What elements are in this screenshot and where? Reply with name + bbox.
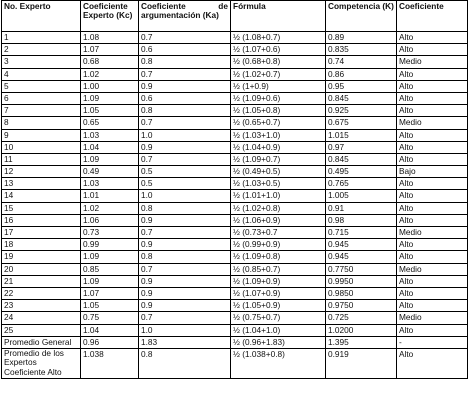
cell-ka: 0.8	[139, 251, 231, 263]
cell-coeficiente: Alto	[397, 153, 468, 165]
header-formula: Fórmula	[231, 1, 326, 32]
cell-no-experto: 22	[2, 287, 81, 299]
cell-coeficiente: Bajo	[397, 166, 468, 178]
cell-ka: 0.9	[139, 214, 231, 226]
cell-ka: 0.9	[139, 275, 231, 287]
cell-k: 0.9950	[326, 275, 397, 287]
cell-k: 1.005	[326, 190, 397, 202]
cell-no-experto: 15	[2, 202, 81, 214]
summary-formula: ½ (0.96+1.83)	[231, 336, 326, 348]
cell-k: 0.945	[326, 239, 397, 251]
table-row	[2, 214, 468, 226]
table-row	[2, 251, 468, 263]
cell-no-experto: 2	[2, 44, 81, 56]
cell-coeficiente: Alto	[397, 105, 468, 117]
cell-no-experto: 17	[2, 227, 81, 239]
summary-label: Promedio de los Expertos Coeficiente Alto	[2, 348, 81, 378]
cell-k: 0.74	[326, 56, 397, 68]
cell-kc: 0.99	[81, 239, 139, 251]
cell-k: 0.725	[326, 312, 397, 324]
cell-k: 0.97	[326, 141, 397, 153]
cell-formula: ½ (1.07+0.6)	[231, 44, 326, 56]
cell-coeficiente: Alto	[397, 214, 468, 226]
cell-ka: 0.7	[139, 153, 231, 165]
table-row	[2, 32, 468, 44]
table-row	[2, 141, 468, 153]
cell-kc: 1.09	[81, 275, 139, 287]
cell-coeficiente: Medio	[397, 56, 468, 68]
table-row	[2, 324, 468, 336]
cell-ka: 0.9	[139, 141, 231, 153]
cell-ka: 0.6	[139, 92, 231, 104]
cell-coeficiente: Alto	[397, 44, 468, 56]
cell-coeficiente: Medio	[397, 312, 468, 324]
header-coeficiente-argumentacion: Coeficiente de argumentación (Ka)	[139, 1, 231, 32]
cell-ka: 0.9	[139, 287, 231, 299]
cell-no-experto: 16	[2, 214, 81, 226]
cell-formula: ½ (1.09+0.8)	[231, 251, 326, 263]
cell-kc: 1.03	[81, 178, 139, 190]
cell-k: 0.675	[326, 117, 397, 129]
table-row	[2, 202, 468, 214]
cell-k: 0.98	[326, 214, 397, 226]
cell-kc: 1.07	[81, 287, 139, 299]
cell-formula: ½ (1.01+1.0)	[231, 190, 326, 202]
cell-k: 0.765	[326, 178, 397, 190]
cell-ka: 0.7	[139, 227, 231, 239]
table-row	[2, 92, 468, 104]
cell-no-experto: 19	[2, 251, 81, 263]
cell-ka: 0.9	[139, 300, 231, 312]
cell-kc: 1.08	[81, 32, 139, 44]
expert-competence-table	[1, 0, 468, 379]
summary-k: 1.395	[326, 336, 397, 348]
cell-ka: 0.8	[139, 202, 231, 214]
cell-formula: ½ (1.02+0.8)	[231, 202, 326, 214]
summary-formula: ½ (1.038+0.8)	[231, 348, 326, 378]
cell-kc: 0.73	[81, 227, 139, 239]
cell-ka: 1.0	[139, 129, 231, 141]
cell-k: 0.845	[326, 153, 397, 165]
cell-kc: 1.04	[81, 141, 139, 153]
header-no-experto: No. Experto	[2, 1, 81, 32]
summary-label: Promedio General	[2, 336, 81, 348]
cell-no-experto: 12	[2, 166, 81, 178]
cell-formula: ½ (1.09+0.6)	[231, 92, 326, 104]
cell-no-experto: 8	[2, 117, 81, 129]
cell-k: 0.845	[326, 92, 397, 104]
cell-ka: 0.7	[139, 312, 231, 324]
cell-ka: 0.7	[139, 263, 231, 275]
cell-coeficiente: Alto	[397, 251, 468, 263]
cell-kc: 1.02	[81, 68, 139, 80]
cell-formula: ½ (1.04+0.9)	[231, 141, 326, 153]
cell-formula: ½ (0.85+0.7)	[231, 263, 326, 275]
cell-no-experto: 9	[2, 129, 81, 141]
cell-coeficiente: Alto	[397, 141, 468, 153]
cell-kc: 1.05	[81, 300, 139, 312]
cell-coeficiente: Alto	[397, 68, 468, 80]
table-row	[2, 80, 468, 92]
summary-ka: 1.83	[139, 336, 231, 348]
cell-k: 0.95	[326, 80, 397, 92]
cell-k: 0.7750	[326, 263, 397, 275]
cell-no-experto: 21	[2, 275, 81, 287]
table-row	[2, 227, 468, 239]
cell-ka: 0.8	[139, 56, 231, 68]
table-row	[2, 300, 468, 312]
cell-formula: ½ (1.09+0.9)	[231, 275, 326, 287]
cell-kc: 1.09	[81, 251, 139, 263]
table-row	[2, 153, 468, 165]
cell-ka: 0.9	[139, 239, 231, 251]
cell-formula: ½ (0.99+0.9)	[231, 239, 326, 251]
summary-k: 0.919	[326, 348, 397, 378]
cell-coeficiente: Alto	[397, 129, 468, 141]
cell-no-experto: 13	[2, 178, 81, 190]
cell-k: 0.89	[326, 32, 397, 44]
cell-formula: ½ (1.03+0.5)	[231, 178, 326, 190]
summary-coeficiente: -	[397, 336, 468, 348]
cell-kc: 1.01	[81, 190, 139, 202]
cell-coeficiente: Alto	[397, 287, 468, 299]
cell-coeficiente: Alto	[397, 300, 468, 312]
cell-kc: 1.04	[81, 324, 139, 336]
cell-k: 0.9750	[326, 300, 397, 312]
table-row	[2, 117, 468, 129]
cell-ka: 0.8	[139, 105, 231, 117]
cell-formula: ½ (0.68+0.8)	[231, 56, 326, 68]
cell-formula: ½ (1.03+1.0)	[231, 129, 326, 141]
cell-kc: 1.09	[81, 92, 139, 104]
cell-no-experto: 11	[2, 153, 81, 165]
cell-no-experto: 1	[2, 32, 81, 44]
cell-coeficiente: Alto	[397, 190, 468, 202]
cell-ka: 0.7	[139, 117, 231, 129]
cell-ka: 0.9	[139, 80, 231, 92]
cell-formula: ½ (1.02+0.7)	[231, 68, 326, 80]
cell-no-experto: 18	[2, 239, 81, 251]
cell-coeficiente: Alto	[397, 202, 468, 214]
cell-k: 0.925	[326, 105, 397, 117]
cell-kc: 0.49	[81, 166, 139, 178]
cell-formula: ½ (0.49+0.5)	[231, 166, 326, 178]
cell-no-experto: 4	[2, 68, 81, 80]
table-row	[2, 287, 468, 299]
cell-no-experto: 23	[2, 300, 81, 312]
cell-no-experto: 25	[2, 324, 81, 336]
cell-k: 0.835	[326, 44, 397, 56]
table-body	[2, 32, 468, 337]
summary-kc: 1.038	[81, 348, 139, 378]
cell-formula: ½ (1.08+0.7)	[231, 32, 326, 44]
cell-k: 0.945	[326, 251, 397, 263]
table-row	[2, 178, 468, 190]
table-row	[2, 56, 468, 68]
cell-formula: ½ (1+0.9)	[231, 80, 326, 92]
header-competencia: Competencia (K)	[326, 1, 397, 32]
cell-no-experto: 14	[2, 190, 81, 202]
table-row	[2, 275, 468, 287]
header-coeficiente: Coeficiente	[397, 1, 468, 32]
cell-no-experto: 20	[2, 263, 81, 275]
cell-coeficiente: Medio	[397, 117, 468, 129]
cell-formula: ½ (1.04+1.0)	[231, 324, 326, 336]
cell-ka: 0.5	[139, 178, 231, 190]
cell-kc: 1.00	[81, 80, 139, 92]
cell-k: 0.9850	[326, 287, 397, 299]
cell-no-experto: 7	[2, 105, 81, 117]
cell-kc: 1.07	[81, 44, 139, 56]
cell-formula: ½ (0.75+0.7)	[231, 312, 326, 324]
cell-kc: 1.09	[81, 153, 139, 165]
cell-formula: ½ (1.09+0.7)	[231, 153, 326, 165]
cell-coeficiente: Medio	[397, 263, 468, 275]
header-coeficiente-experto: Coeficiente Experto (Kc)	[81, 1, 139, 32]
cell-kc: 0.65	[81, 117, 139, 129]
cell-formula: ½ (1.07+0.9)	[231, 287, 326, 299]
summary-coeficiente: Alto	[397, 348, 468, 378]
cell-kc: 1.06	[81, 214, 139, 226]
cell-coeficiente: Medio	[397, 227, 468, 239]
summary-row-general	[2, 336, 468, 348]
cell-formula: ½ (1.06+0.9)	[231, 214, 326, 226]
header-row	[2, 1, 468, 32]
cell-formula: ½ (1.05+0.8)	[231, 105, 326, 117]
cell-kc: 0.75	[81, 312, 139, 324]
cell-kc: 0.85	[81, 263, 139, 275]
cell-coeficiente: Alto	[397, 32, 468, 44]
table-row	[2, 44, 468, 56]
cell-coeficiente: Alto	[397, 92, 468, 104]
cell-ka: 1.0	[139, 324, 231, 336]
table-row	[2, 239, 468, 251]
summary-row-high	[2, 348, 468, 378]
cell-k: 0.91	[326, 202, 397, 214]
cell-no-experto: 6	[2, 92, 81, 104]
summary-ka: 0.8	[139, 348, 231, 378]
cell-k: 1.015	[326, 129, 397, 141]
cell-no-experto: 5	[2, 80, 81, 92]
cell-no-experto: 24	[2, 312, 81, 324]
cell-ka: 0.6	[139, 44, 231, 56]
cell-coeficiente: Alto	[397, 239, 468, 251]
cell-ka: 0.7	[139, 32, 231, 44]
cell-ka: 0.7	[139, 68, 231, 80]
table-row	[2, 68, 468, 80]
table-row	[2, 190, 468, 202]
cell-kc: 1.03	[81, 129, 139, 141]
cell-formula: ½ (0.73+0.7	[231, 227, 326, 239]
cell-ka: 1.0	[139, 190, 231, 202]
cell-ka: 0.5	[139, 166, 231, 178]
cell-kc: 1.02	[81, 202, 139, 214]
cell-k: 0.86	[326, 68, 397, 80]
cell-no-experto: 3	[2, 56, 81, 68]
table-row	[2, 129, 468, 141]
table-row	[2, 263, 468, 275]
cell-k: 0.715	[326, 227, 397, 239]
cell-formula: ½ (1.05+0.9)	[231, 300, 326, 312]
cell-no-experto: 10	[2, 141, 81, 153]
cell-kc: 0.68	[81, 56, 139, 68]
cell-k: 1.0200	[326, 324, 397, 336]
summary-kc: 0.96	[81, 336, 139, 348]
cell-k: 0.495	[326, 166, 397, 178]
cell-coeficiente: Alto	[397, 178, 468, 190]
cell-coeficiente: Alto	[397, 324, 468, 336]
cell-formula: ½ (0.65+0.7)	[231, 117, 326, 129]
cell-coeficiente: Alto	[397, 275, 468, 287]
cell-kc: 1.05	[81, 105, 139, 117]
table-row	[2, 312, 468, 324]
cell-coeficiente: Alto	[397, 80, 468, 92]
table-row	[2, 105, 468, 117]
table-row	[2, 166, 468, 178]
